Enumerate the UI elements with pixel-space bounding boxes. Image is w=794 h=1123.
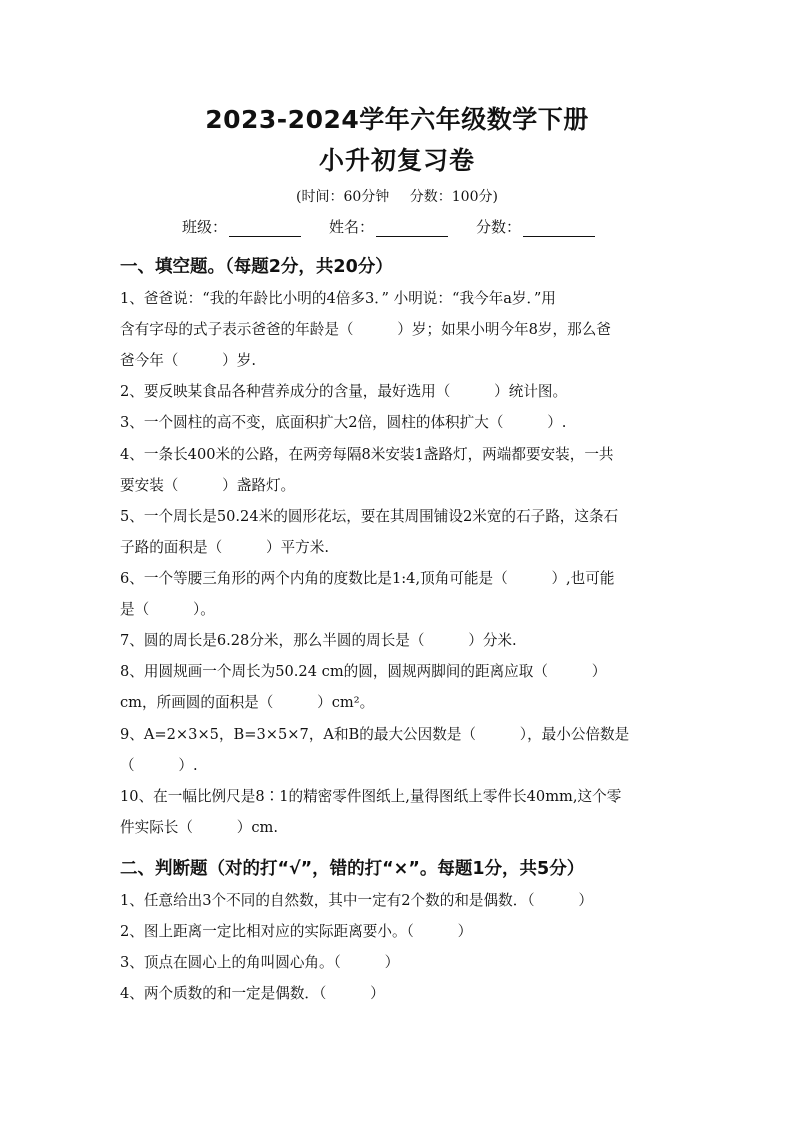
page-title: 2023-2024学年六年级数学下册	[205, 105, 589, 134]
question-line: 4、两个质数的和一定是偶数．（ ）	[120, 985, 385, 1002]
exam-meta	[0, 186, 794, 206]
question-line: cm，所画圆的面积是（ ）cm²。	[120, 694, 375, 711]
question-line: 10、在一幅比例尺是8∶1的精密零件图纸上,量得图纸上零件长40mm,这个零	[120, 788, 622, 805]
score-blank[interactable]	[523, 220, 595, 237]
name-field	[329, 216, 448, 237]
class-field	[182, 216, 301, 237]
question-line: 是（ ）。	[120, 601, 215, 618]
question-line: 9、A=2×3×5，B=3×5×7，A和B的最大公因数是（ ），最小公倍数是	[120, 726, 630, 743]
question-line: 2、要反映某食品各种营养成分的含量，最好选用（ ）统计图。	[120, 383, 568, 400]
question-line: 子路的面积是（ ）平方米.	[120, 539, 329, 556]
question-line: 2、图上距离一定比相对应的实际距离要小。（ ）	[120, 923, 473, 940]
class-blank[interactable]	[229, 220, 301, 237]
question-line: 6、一个等腰三角形的两个内角的度数比是1:4,顶角可能是（ ）,也可能	[120, 570, 615, 587]
question-line: 3、一个圆柱的高不变，底面积扩大2倍，圆柱的体积扩大（ ）.	[120, 414, 567, 431]
question-line: 件实际长（ ）cm.	[120, 819, 278, 836]
question-line: 1、任意给出3个不同的自然数，其中一定有2个数的和是偶数．（ ）	[120, 892, 593, 909]
question-line: 7、圆的周长是6.28分米，那么半圆的周长是（ ）分米.	[120, 632, 517, 649]
name-blank[interactable]	[376, 220, 448, 237]
question-line: 4、一条长400米的公路，在两旁每隔8米安装1盏路灯，两端都要安装，一共	[120, 446, 614, 463]
question-line: 1、爸爸说：“我的年龄比小明的4倍多3．” 小明说：“我今年a岁．”用	[120, 290, 556, 307]
question-line: 要安装（ ）盏路灯。	[120, 477, 296, 494]
question-line: 8、用圆规画一个周长为50.24 cm的圆，圆规两脚间的距离应取（ ）	[120, 663, 607, 680]
name-label: 姓名：	[329, 218, 375, 236]
question-line: 爸今年（ ）岁.	[120, 352, 256, 369]
question-line: 5、一个周长是50.24米的圆形花坛，要在其周围铺设2米宽的石子路，这条石	[120, 508, 619, 525]
score-field	[476, 216, 595, 237]
question-line: 含有字母的式子表示爸爸的年龄是（ ）岁；如果小明今年8岁，那么爸	[120, 321, 611, 338]
score-label: 分数：	[476, 218, 522, 236]
student-info	[182, 216, 623, 237]
total-score-label: 分数：100分)	[409, 189, 498, 205]
section1-heading: 一、填空题。（每题2分，共20分）	[120, 257, 393, 277]
question-line: 3、顶点在圆心上的角叫圆心角。（ ）	[120, 954, 400, 971]
question-line: （ ）.	[120, 757, 198, 774]
page-subtitle: 小升初复习卷	[318, 146, 475, 175]
time-label: (时间：60分钟	[296, 189, 390, 205]
section2-heading: 二、判断题（对的打“√”，错的打“×”。每题1分，共5分）	[120, 859, 585, 879]
class-label: 班级：	[182, 218, 228, 236]
